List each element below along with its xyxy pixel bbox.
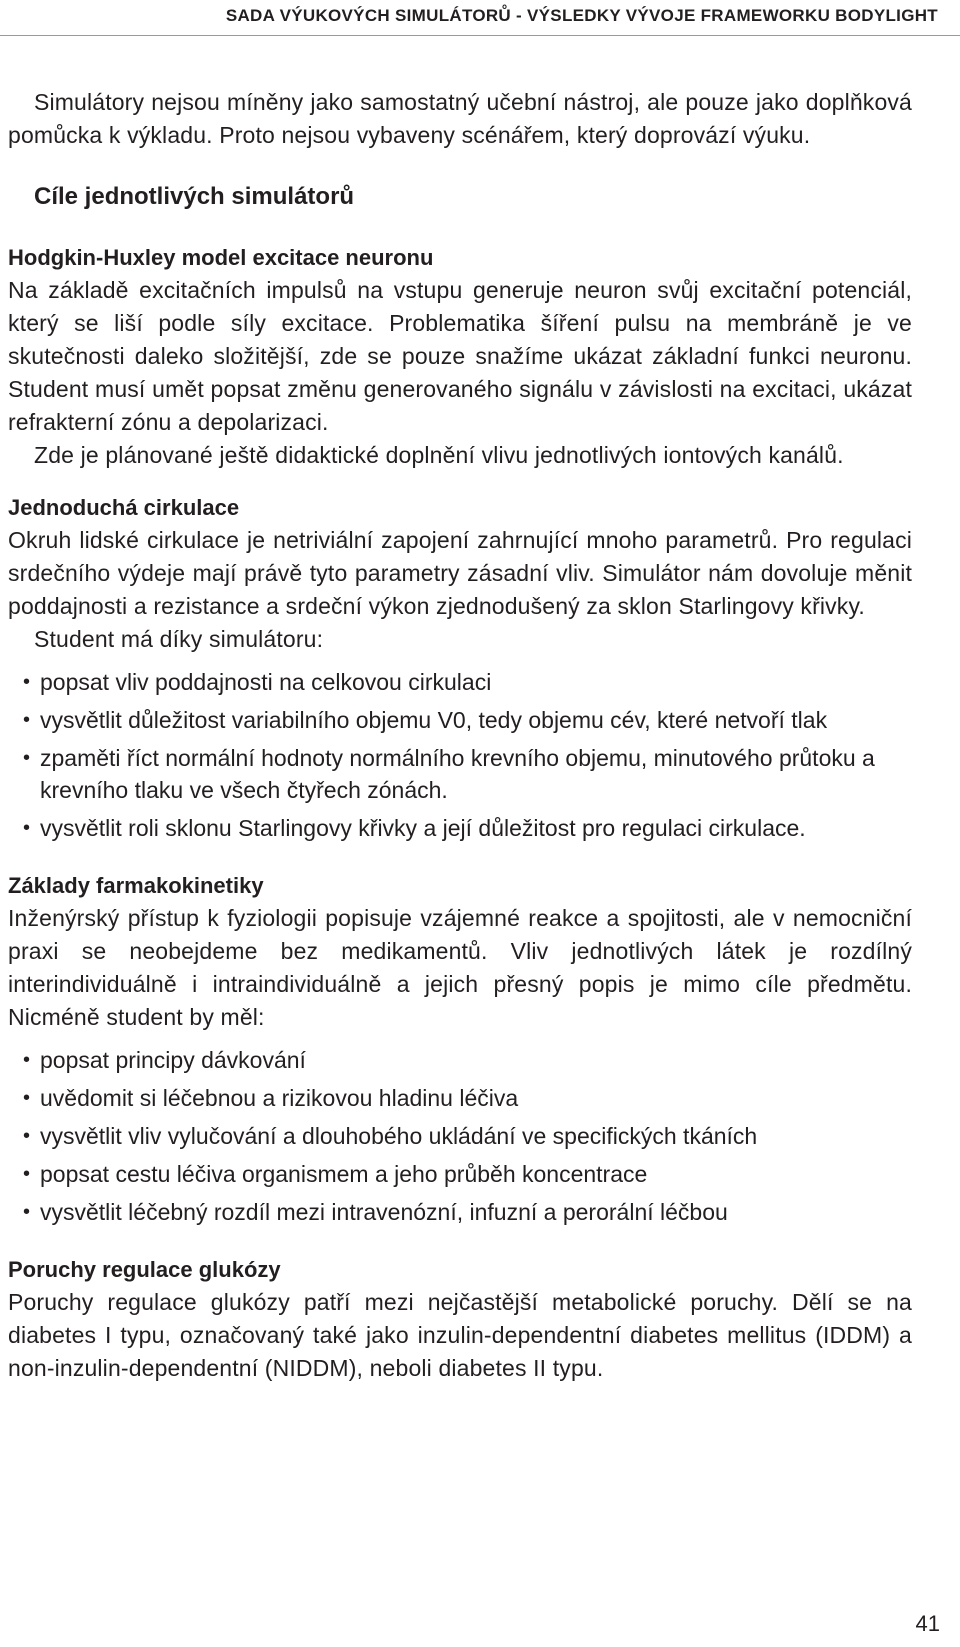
bullet-icon: •	[23, 1087, 31, 1109]
page-content	[8, 86, 912, 1385]
hh-paragraph-2: Zde je plánované ještě didaktické doplnění vlivu jednotlivých iontových kanálů.	[34, 442, 844, 468]
pk-title: Základy farmakokinetiky	[8, 873, 264, 898]
list-item: • uvědomit si léčebnou a rizikovou hladinu léčiva	[8, 1082, 912, 1114]
list-item: • popsat cestu léčiva organismem a jeho průběh koncentrace	[8, 1158, 912, 1190]
bullet-icon: •	[23, 1201, 31, 1223]
circ-list	[8, 666, 912, 844]
pk-list	[8, 1044, 912, 1228]
list-item: • vysvětlit roli sklonu Starlingovy křivky a její důležitost pro regulaci cirkulace.	[8, 812, 912, 844]
list-item: • vysvětlit důležitost variabilního objemu V0, tedy objemu cév, které netvoří tlak	[8, 704, 912, 736]
bullet-icon: •	[23, 709, 31, 731]
gluc-title: Poruchy regulace glukózy	[8, 1257, 281, 1282]
list-item: • zpaměti říct normální hodnoty normálního krevního objemu, minutového průtoku a krevního tlaku ve všech čtyřech zónách.	[8, 742, 912, 806]
bullet-icon: •	[23, 671, 31, 693]
circ-paragraph-1: Okruh lidské cirkulace je netriviální zapojení zahrnující mnoho parametrů. Pro regulaci srdečního výdeje mají právě tyto parametry zásadní vliv. Simulátor nám dovoluje měnit poddajnosti a rezistance a srdeční výkon zjednodušený za sklon Starlingovy křivky.	[8, 527, 912, 619]
list-item: • vysvětlit léčebný rozdíl mezi intravenózní, infuzní a perorální léčbou	[8, 1196, 912, 1228]
bullet-icon: •	[23, 1163, 31, 1185]
list-item: • popsat principy dávkování	[8, 1044, 912, 1076]
bullet-icon: •	[23, 817, 31, 839]
running-title: SADA VÝUKOVÝCH SIMULÁTORŮ - VÝSLEDKY VÝVOJE FRAMEWORKU BODYLIGHT	[225, 6, 938, 25]
pk-paragraph-1: Inženýrský přístup k fyziologii popisuje vzájemné reakce a spojitosti, ale v nemocniční praxi se neobejdeme bez medikamentů. Vliv jednotlivých látek je rozdílný interindividuálně i intraindividuálně a jejich přesný popis je mimo cíle předmětu. Nicméně student by měl:	[8, 905, 912, 1030]
section-title: Cíle jednotlivých simulátorů	[34, 183, 355, 210]
circ-title: Jednoduchá cirkulace	[8, 495, 240, 520]
hh-paragraph-1: Na základě excitačních impulsů na vstupu generuje neuron svůj excitační potenciál, který se liší podle síly excitace. Problematika šíření pulsu na membráně je ve skutečnosti daleko složitější, zde se pouze snažíme ukázat základní funkci neuronu. Student musí umět popsat změnu generovaného signálu v závislosti na excitaci, ukázat refrakterní zónu a depolarizaci.	[8, 277, 912, 435]
list-item: • vysvětlit vliv vylučování a dlouhobého ukládání ve specifických tkáních	[8, 1120, 912, 1152]
intro-paragraph: Simulátory nejsou míněny jako samostatný učební nástroj, ale pouze jako doplňková pomůcka k výkladu. Proto nejsou vybaveny scénářem, který doprovází výuku.	[8, 89, 912, 148]
circ-paragraph-2: Student má díky simulátoru:	[34, 626, 324, 652]
bullet-icon: •	[23, 1049, 31, 1071]
gluc-paragraph-1: Poruchy regulace glukózy patří mezi nejčastější metabolické poruchy. Dělí se na diabetes I typu, označovaný také jako inzulin-dependentní diabetes mellitus (IDDM) a non-inzulin-dependentní (NIDDM), neboli diabetes II typu.	[8, 1289, 912, 1381]
page-number: 41	[915, 1611, 940, 1636]
hh-title: Hodgkin-Huxley model excitace neuronu	[8, 245, 434, 270]
bullet-icon: •	[23, 1125, 31, 1147]
list-item: • popsat vliv poddajnosti na celkovou cirkulaci	[8, 666, 912, 698]
bullet-icon: •	[23, 747, 31, 769]
running-header	[0, 0, 960, 36]
